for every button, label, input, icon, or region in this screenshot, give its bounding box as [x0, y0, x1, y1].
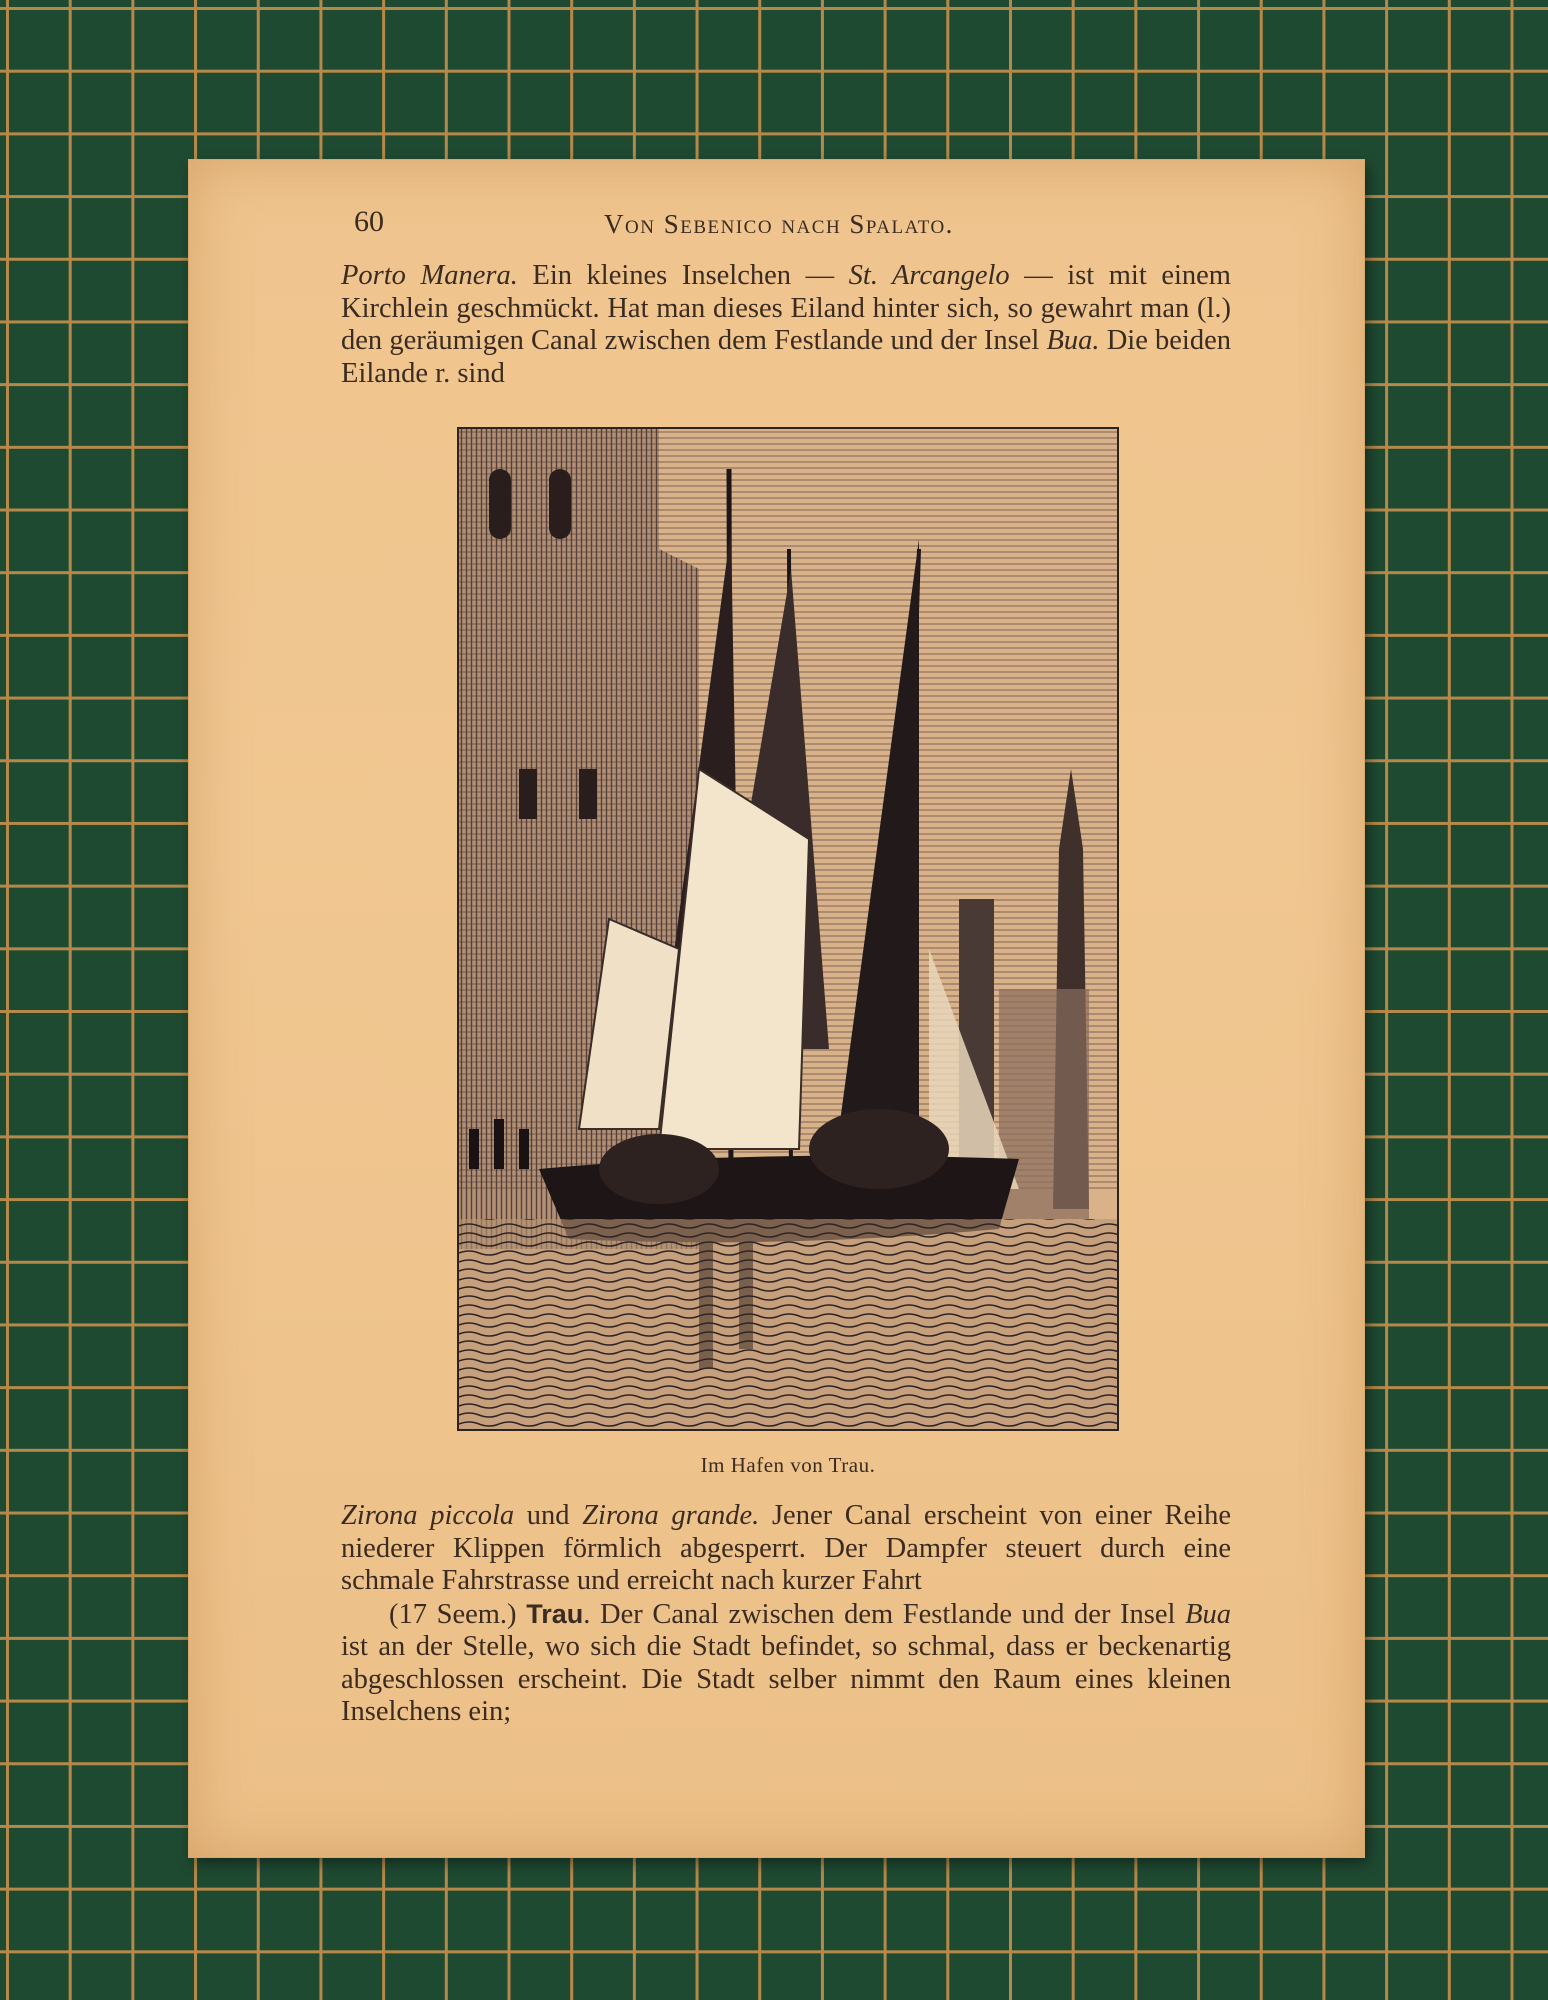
- place-st-arcangelo: St. Arcangelo: [848, 260, 1010, 291]
- engraving-drawing: [459, 429, 1117, 1429]
- place-bua: Bua.: [1046, 325, 1100, 356]
- paragraph-text: Jener Canal erscheint von einer Reihe niederer Klippen förmlich abgesperrt. Der Dampfer steuert durch eine schmale Fahrstrasse und erreicht nach kurzer Fahrt: [341, 1500, 1231, 1596]
- figure: [519, 1129, 529, 1169]
- paragraph-text: Ein kleines Inselchen —: [517, 260, 849, 291]
- place-bua: Bua: [1185, 1598, 1232, 1630]
- figure: [469, 1129, 479, 1169]
- window: [489, 469, 511, 539]
- figure: [494, 1119, 504, 1169]
- paragraph-porto-manera: [341, 260, 1231, 390]
- paragraph-text: — ist mit einem Kirchlein geschmückt. Hat man dieses Eiland hinter sich, so gewahrt man (l.) den geräumigen Canal zwischen dem Festlande und der Insel: [341, 260, 1231, 356]
- paragraph-text: Die beiden Eilande r. sind: [341, 325, 1231, 389]
- paragraph-trau: [341, 1598, 1231, 1729]
- place-zirona-piccola: Zirona piccola: [341, 1500, 515, 1531]
- place-zirona-grande: Zirona grande.: [582, 1500, 760, 1531]
- window: [579, 769, 597, 819]
- paragraph-text: ist an der Stelle, wo sich die Stadt befindet, so schmal, dass er beckenartig abgeschlossen erscheint. Die Stadt selber nimmt den Raum eines kleinen Inselchens ein;: [341, 1631, 1231, 1727]
- town-trau: Trau: [526, 1598, 584, 1629]
- distance-note: (17 Seem.): [389, 1598, 517, 1630]
- harbour-engraving: [457, 427, 1119, 1431]
- paragraph-text: . Der Canal zwischen dem Festlande und der Insel: [583, 1598, 1186, 1630]
- place-porto-manera: Porto Manera.: [341, 260, 518, 291]
- cargo: [809, 1109, 949, 1189]
- paragraph-zirona: [341, 1500, 1231, 1598]
- text-after-illustration: [341, 1500, 1231, 1729]
- page-number: 60: [354, 205, 384, 238]
- cargo: [599, 1134, 719, 1204]
- water-ripples: [459, 1219, 1117, 1429]
- running-head: [354, 205, 1234, 245]
- book-page: [189, 160, 1364, 1857]
- chapter-title: Von Sebenico nach Spalato.: [604, 209, 954, 239]
- window: [519, 769, 537, 819]
- window: [549, 469, 571, 539]
- illustration-caption: Im Hafen von Trau.: [700, 1453, 876, 1477]
- paragraph-text: und: [514, 1500, 583, 1531]
